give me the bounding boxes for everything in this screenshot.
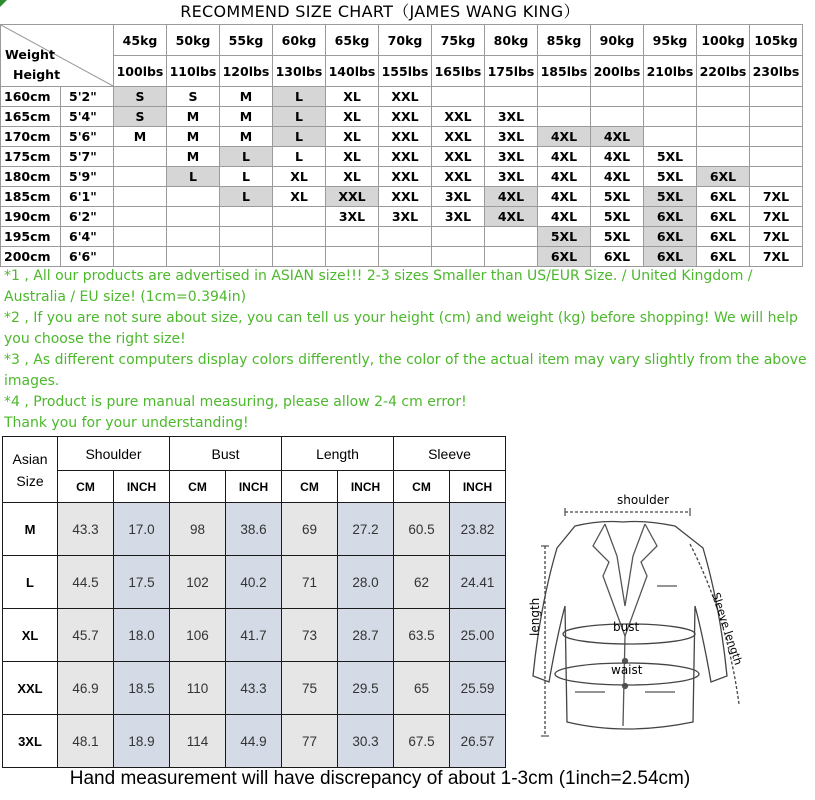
size-cell: 4XL: [538, 167, 591, 187]
size-cell: [273, 247, 326, 267]
weight-kg-header: 75kg: [432, 25, 485, 56]
size-cell: L: [273, 147, 326, 167]
asian-size-line2: Size: [16, 472, 44, 489]
size-cell: [432, 247, 485, 267]
size-cell: 5XL: [538, 227, 591, 247]
size-cell: 6XL: [644, 247, 697, 267]
size-cell: [644, 107, 697, 127]
height-ft-cell: 6'1": [61, 187, 114, 207]
size-cell: L: [273, 127, 326, 147]
table-row: [1, 87, 803, 107]
size-cell: [591, 107, 644, 127]
measure-value-cell: 48.1: [58, 715, 114, 768]
measurement-table: [2, 436, 506, 768]
measure-value-cell: 106: [170, 609, 226, 662]
size-cell: M: [220, 107, 273, 127]
measure-group-header: Bust: [170, 437, 282, 471]
size-cell: 5XL: [591, 207, 644, 227]
size-cell: M: [167, 127, 220, 147]
size-cell: XXL: [379, 147, 432, 167]
measure-value-cell: 110: [170, 662, 226, 715]
size-cell: 5XL: [644, 187, 697, 207]
size-cell: 4XL: [591, 147, 644, 167]
note-1: *1 , All our products are advertised in ASIAN size!!! 2-3 sizes Smaller than US/EUR Size. / United Kingdom / Australia / EU size! (1cm=0.394in): [4, 268, 753, 305]
measure-unit-header: INCH: [450, 471, 506, 503]
size-cell: 7XL: [750, 247, 803, 267]
height-cm-cell: 160cm: [1, 87, 61, 107]
size-cell: XXL: [432, 147, 485, 167]
measure-value-cell: 17.5: [114, 556, 170, 609]
size-cell: M: [220, 87, 273, 107]
size-cell: 5XL: [644, 147, 697, 167]
size-cell: 4XL: [485, 187, 538, 207]
weight-kg-header: 90kg: [591, 25, 644, 56]
measure-value-cell: 67.5: [394, 715, 450, 768]
size-cell: [114, 147, 167, 167]
measure-value-cell: 69: [282, 503, 338, 556]
size-cell: XL: [326, 107, 379, 127]
measure-unit-header: CM: [58, 471, 114, 503]
size-cell: [750, 87, 803, 107]
jacket-label-waist: waist: [611, 663, 643, 677]
measure-value-cell: 43.3: [58, 503, 114, 556]
size-cell: [167, 227, 220, 247]
size-cell: [485, 87, 538, 107]
size-cell: 3XL: [432, 187, 485, 207]
size-cell: 3XL: [485, 127, 538, 147]
measure-value-cell: 65: [394, 662, 450, 715]
size-cell: [114, 187, 167, 207]
size-cell: [273, 207, 326, 227]
size-cell: [644, 127, 697, 147]
measure-unit-row: [3, 471, 506, 503]
size-cell: XL: [326, 147, 379, 167]
size-cell: [379, 227, 432, 247]
measure-size-cell: M: [3, 503, 58, 556]
weight-kg-header: 80kg: [485, 25, 538, 56]
jacket-diagram: [505, 486, 745, 750]
size-cell: [220, 247, 273, 267]
table-row: [1, 187, 803, 207]
table-row: [1, 147, 803, 167]
measure-value-cell: 46.9: [58, 662, 114, 715]
table-row: [3, 609, 506, 662]
page-title: RECOMMEND SIZE CHART（JAMES WANG KING）: [180, 2, 580, 21]
size-cell: [697, 87, 750, 107]
size-cell: S: [114, 87, 167, 107]
size-cell: S: [167, 87, 220, 107]
measure-unit-header: INCH: [338, 471, 394, 503]
height-cm-cell: 200cm: [1, 247, 61, 267]
size-cell: 3XL: [485, 107, 538, 127]
measure-value-cell: 62: [394, 556, 450, 609]
weight-lbs-header: 200lbs: [591, 56, 644, 87]
measure-value-cell: 27.2: [338, 503, 394, 556]
measure-header-row: [3, 437, 506, 471]
size-cell: 5XL: [644, 167, 697, 187]
size-cell: [432, 227, 485, 247]
table-row: [3, 662, 506, 715]
size-cell: [114, 247, 167, 267]
size-chart-table: [0, 24, 803, 267]
size-cell: 4XL: [591, 167, 644, 187]
size-cell: [379, 247, 432, 267]
size-cell: L: [273, 107, 326, 127]
size-cell: 3XL: [485, 147, 538, 167]
table-row: [1, 107, 803, 127]
measure-value-cell: 114: [170, 715, 226, 768]
table-row: [1, 127, 803, 147]
size-cell: XL: [273, 167, 326, 187]
measure-value-cell: 45.7: [58, 609, 114, 662]
measure-unit-header: INCH: [114, 471, 170, 503]
size-cell: 4XL: [591, 127, 644, 147]
asian-size-header: [3, 437, 58, 503]
measure-unit-header: INCH: [226, 471, 282, 503]
size-cell: 7XL: [750, 227, 803, 247]
size-cell: 7XL: [750, 207, 803, 227]
weight-lbs-header: 100lbs: [114, 56, 167, 87]
weight-kg-header: 65kg: [326, 25, 379, 56]
measure-value-cell: 102: [170, 556, 226, 609]
size-cell: [432, 87, 485, 107]
notes-block: [4, 266, 812, 434]
size-cell: XXL: [326, 187, 379, 207]
size-cell: [326, 247, 379, 267]
weight-lbs-header: 110lbs: [167, 56, 220, 87]
size-cell: 6XL: [644, 227, 697, 247]
size-cell: 4XL: [538, 187, 591, 207]
size-cell: 4XL: [538, 127, 591, 147]
weight-lbs-header: 155lbs: [379, 56, 432, 87]
note-3: *3 , As different computers display colors differently, the color of the actual item may vary slightly from the above images.: [4, 352, 807, 389]
size-header-row-lbs: [1, 56, 803, 87]
size-cell: [220, 207, 273, 227]
height-ft-cell: 5'4": [61, 107, 114, 127]
height-cm-cell: 195cm: [1, 227, 61, 247]
size-cell: [273, 227, 326, 247]
weight-kg-header: 70kg: [379, 25, 432, 56]
size-cell: [750, 127, 803, 147]
size-cell: S: [114, 107, 167, 127]
weight-lbs-header: 165lbs: [432, 56, 485, 87]
weight-kg-header: 100kg: [697, 25, 750, 56]
size-cell: [538, 87, 591, 107]
size-header-row-kg: [1, 25, 803, 56]
size-cell: 6XL: [697, 247, 750, 267]
size-cell: 5XL: [591, 187, 644, 207]
size-cell: 6XL: [697, 167, 750, 187]
size-cell: [485, 227, 538, 247]
height-cm-cell: 185cm: [1, 187, 61, 207]
size-cell: L: [220, 167, 273, 187]
measure-group-header: Sleeve: [394, 437, 506, 471]
weight-lbs-header: 185lbs: [538, 56, 591, 87]
measure-value-cell: 44.9: [226, 715, 282, 768]
footer-note: Hand measurement will have discrepancy of about 1-3cm (1inch=2.54cm): [69, 768, 691, 789]
jacket-label-shoulder: shoulder: [617, 493, 670, 507]
measure-value-cell: 28.0: [338, 556, 394, 609]
weight-lbs-header: 120lbs: [220, 56, 273, 87]
measure-value-cell: 25.00: [450, 609, 506, 662]
table-row: [1, 167, 803, 187]
measure-group-header: Shoulder: [58, 437, 170, 471]
height-cm-cell: 165cm: [1, 107, 61, 127]
size-cell: 3XL: [432, 207, 485, 227]
weight-kg-header: 60kg: [273, 25, 326, 56]
size-cell: 6XL: [697, 187, 750, 207]
table-row: [3, 715, 506, 768]
weight-lbs-header: 230lbs: [750, 56, 803, 87]
size-cell: 6XL: [538, 247, 591, 267]
weight-lbs-header: 220lbs: [697, 56, 750, 87]
measure-value-cell: 77: [282, 715, 338, 768]
weight-lbs-header: 210lbs: [644, 56, 697, 87]
weight-label: Weight: [5, 47, 55, 62]
table-row: [1, 227, 803, 247]
size-cell: XXL: [379, 127, 432, 147]
measure-size-cell: 3XL: [3, 715, 58, 768]
asian-size-line1: Asian: [12, 450, 48, 467]
size-cell: 3XL: [485, 167, 538, 187]
weight-kg-header: 85kg: [538, 25, 591, 56]
size-cell: XL: [326, 167, 379, 187]
size-cell: XXL: [379, 107, 432, 127]
height-label: Height: [13, 67, 61, 82]
measure-value-cell: 30.3: [338, 715, 394, 768]
size-cell: [750, 107, 803, 127]
height-ft-cell: 5'7": [61, 147, 114, 167]
size-cell: L: [220, 147, 273, 167]
size-cell: [697, 147, 750, 167]
size-cell: [485, 247, 538, 267]
weight-lbs-header: 130lbs: [273, 56, 326, 87]
size-cell: L: [167, 167, 220, 187]
measure-value-cell: 44.5: [58, 556, 114, 609]
size-cell: [697, 107, 750, 127]
measure-size-cell: XL: [3, 609, 58, 662]
measure-value-cell: 43.3: [226, 662, 282, 715]
size-cell: XXL: [379, 87, 432, 107]
size-cell: XXL: [432, 167, 485, 187]
size-cell: XL: [326, 87, 379, 107]
size-cell: 6XL: [697, 227, 750, 247]
height-ft-cell: 5'9": [61, 167, 114, 187]
measure-value-cell: 98: [170, 503, 226, 556]
height-ft-cell: 6'2": [61, 207, 114, 227]
measure-value-cell: 18.0: [114, 609, 170, 662]
size-cell: [167, 247, 220, 267]
size-cell: 5XL: [591, 227, 644, 247]
weight-lbs-header: 140lbs: [326, 56, 379, 87]
weight-lbs-header: 175lbs: [485, 56, 538, 87]
size-cell: 4XL: [538, 147, 591, 167]
weight-kg-header: 105kg: [750, 25, 803, 56]
size-cell: M: [167, 107, 220, 127]
measure-value-cell: 73: [282, 609, 338, 662]
table-row: [1, 247, 803, 267]
table-row: [3, 503, 506, 556]
height-cm-cell: 170cm: [1, 127, 61, 147]
size-cell: XXL: [432, 127, 485, 147]
jacket-label-length: length: [528, 597, 542, 636]
size-cell: 6XL: [591, 247, 644, 267]
size-cell: [114, 167, 167, 187]
height-ft-cell: 6'4": [61, 227, 114, 247]
note-2: *2 , If you are not sure about size, you can tell us your height (cm) and weight (kg) before shopping! We will help you choose the right size!: [4, 310, 798, 347]
size-cell: 6XL: [644, 207, 697, 227]
measure-value-cell: 60.5: [394, 503, 450, 556]
size-cell: [697, 127, 750, 147]
weight-kg-header: 95kg: [644, 25, 697, 56]
size-cell: XL: [326, 127, 379, 147]
measure-value-cell: 24.41: [450, 556, 506, 609]
size-cell: 6XL: [697, 207, 750, 227]
size-cell: XXL: [379, 167, 432, 187]
measure-value-cell: 40.2: [226, 556, 282, 609]
measure-value-cell: 29.5: [338, 662, 394, 715]
size-cell: XL: [273, 187, 326, 207]
table-row: [3, 556, 506, 609]
measure-value-cell: 41.7: [226, 609, 282, 662]
size-cell: 3XL: [326, 207, 379, 227]
measure-value-cell: 23.82: [450, 503, 506, 556]
size-cell: [591, 87, 644, 107]
size-cell: [167, 207, 220, 227]
size-cell: L: [220, 187, 273, 207]
height-cm-cell: 190cm: [1, 207, 61, 227]
size-cell: L: [273, 87, 326, 107]
jacket-label-bust: bust: [613, 620, 640, 634]
measure-size-cell: L: [3, 556, 58, 609]
measure-group-header: Length: [282, 437, 394, 471]
weight-kg-header: 50kg: [167, 25, 220, 56]
measure-unit-header: CM: [394, 471, 450, 503]
measure-value-cell: 17.0: [114, 503, 170, 556]
weight-kg-header: 55kg: [220, 25, 273, 56]
measure-value-cell: 71: [282, 556, 338, 609]
size-cell: [114, 207, 167, 227]
measure-value-cell: 38.6: [226, 503, 282, 556]
size-cell: [750, 147, 803, 167]
weight-height-corner: [1, 25, 114, 87]
size-cell: [326, 227, 379, 247]
size-cell: [538, 107, 591, 127]
measure-value-cell: 25.59: [450, 662, 506, 715]
height-cm-cell: 180cm: [1, 167, 61, 187]
note-thanks: Thank you for your understanding!: [4, 415, 249, 431]
measure-value-cell: 18.5: [114, 662, 170, 715]
size-cell: 4XL: [538, 207, 591, 227]
measure-unit-header: CM: [170, 471, 226, 503]
measure-value-cell: 75: [282, 662, 338, 715]
size-cell: 7XL: [750, 187, 803, 207]
size-cell: 4XL: [485, 207, 538, 227]
size-cell: M: [220, 127, 273, 147]
size-cell: [114, 227, 167, 247]
size-cell: [167, 187, 220, 207]
size-cell: M: [114, 127, 167, 147]
jacket-label-sleeve: Sleeve length: [709, 590, 745, 667]
size-cell: XXL: [379, 187, 432, 207]
height-cm-cell: 175cm: [1, 147, 61, 167]
height-ft-cell: 5'2": [61, 87, 114, 107]
measure-size-cell: XXL: [3, 662, 58, 715]
size-cell: XXL: [432, 107, 485, 127]
note-4: *4 , Product is pure manual measuring, please allow 2-4 cm error!: [4, 394, 467, 410]
size-cell: [750, 167, 803, 187]
measure-value-cell: 18.9: [114, 715, 170, 768]
measure-value-cell: 28.7: [338, 609, 394, 662]
measure-unit-header: CM: [282, 471, 338, 503]
height-ft-cell: 6'6": [61, 247, 114, 267]
size-cell: [644, 87, 697, 107]
height-ft-cell: 5'6": [61, 127, 114, 147]
measure-value-cell: 26.57: [450, 715, 506, 768]
size-cell: 3XL: [379, 207, 432, 227]
measure-value-cell: 63.5: [394, 609, 450, 662]
weight-kg-header: 45kg: [114, 25, 167, 56]
size-cell: [220, 227, 273, 247]
table-row: [1, 207, 803, 227]
size-cell: M: [167, 147, 220, 167]
